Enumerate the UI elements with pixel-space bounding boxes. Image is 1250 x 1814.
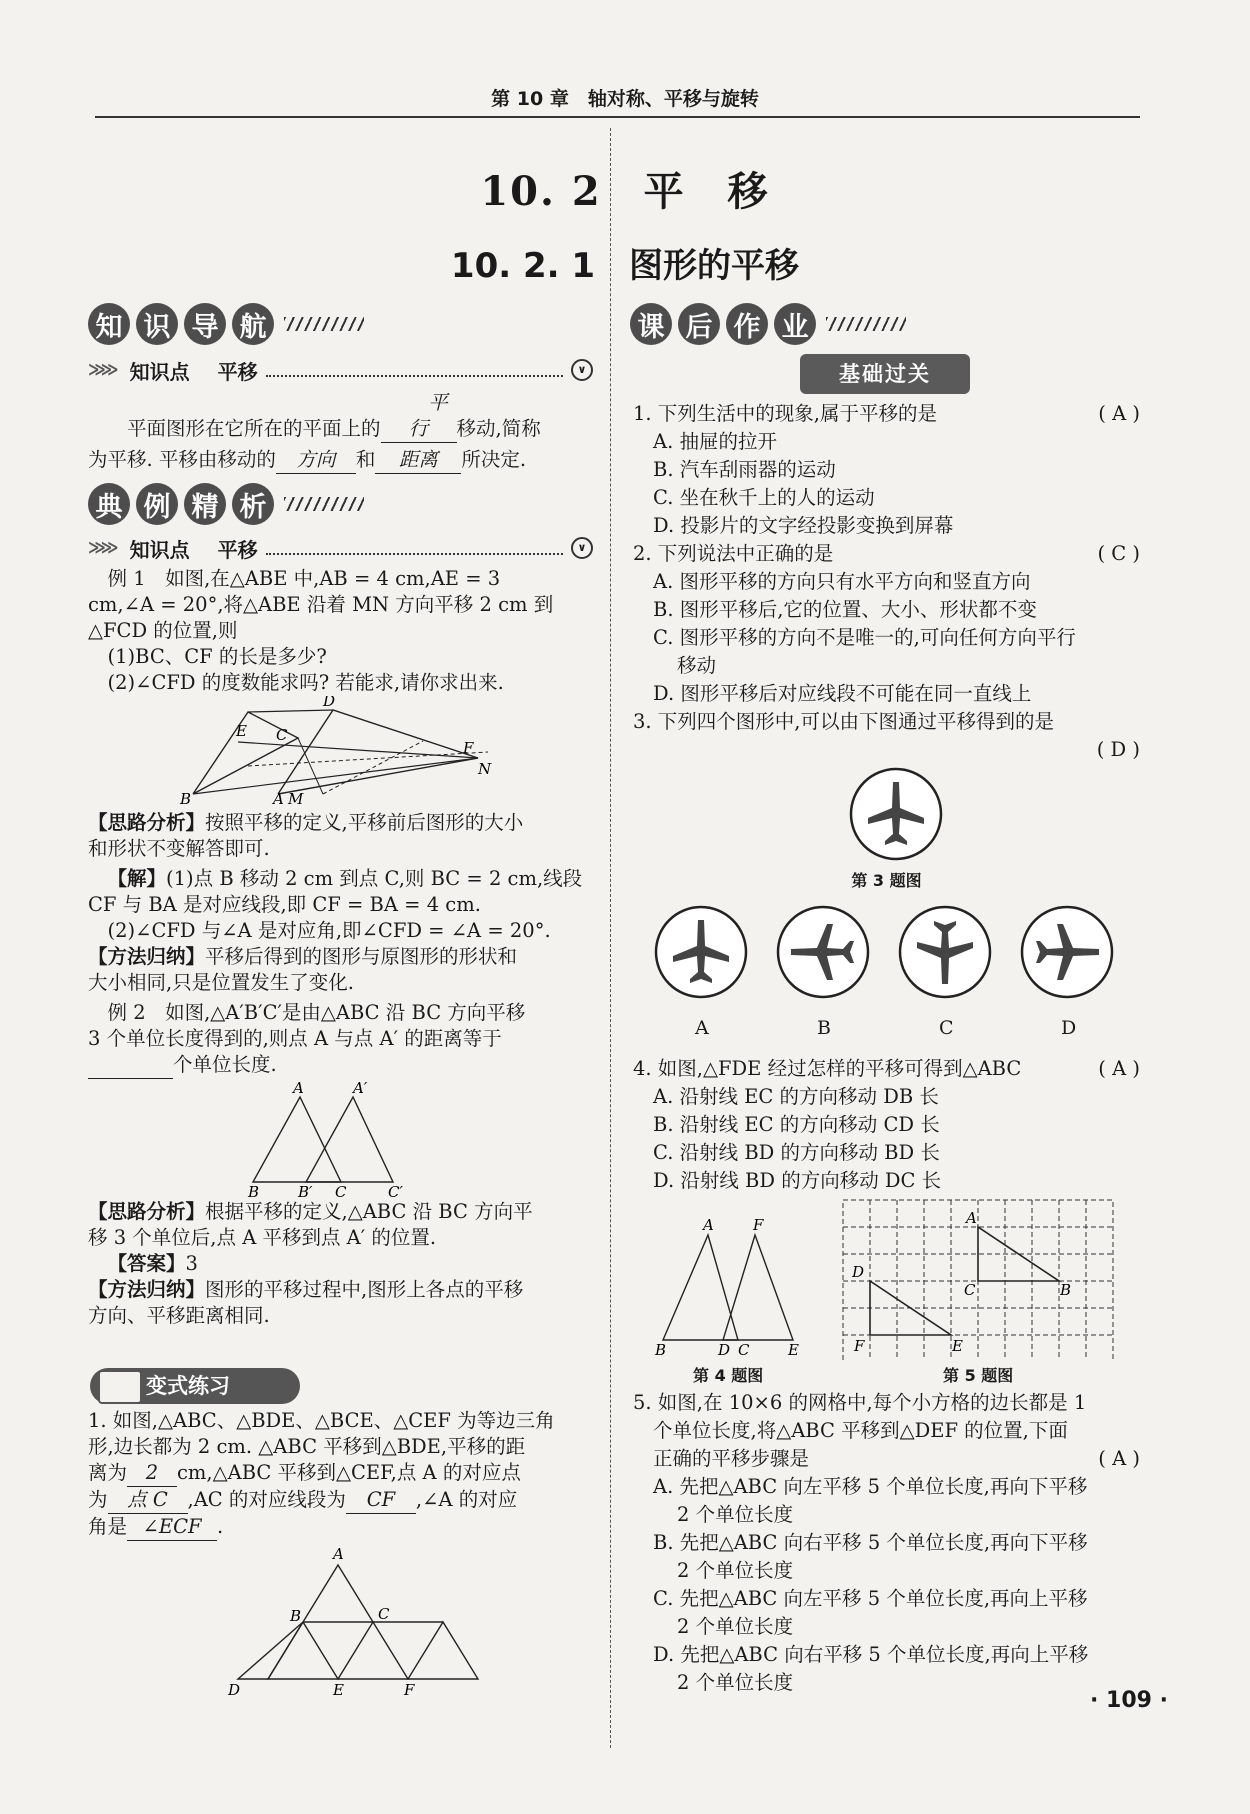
svg-text:E: E (952, 1337, 963, 1355)
heading-char: 后 (678, 303, 720, 345)
tag: 【方法归纳】 (88, 1278, 206, 1301)
option: B. 先把△ABC 向右平移 5 个单位长度,再向下平移 (653, 1531, 1088, 1554)
option-label: C (939, 1017, 954, 1039)
svg-text:A: A (333, 1545, 344, 1563)
heading-char: 识 (136, 303, 178, 345)
text: 离为 (88, 1461, 128, 1484)
page-number: · 109 · (1090, 1688, 1168, 1713)
knowledge-guide-heading (88, 298, 593, 350)
heading-char: 导 (184, 303, 226, 345)
option: C. 坐在秋千上的人的运动 (653, 486, 875, 509)
variant-line (88, 1460, 593, 1487)
heading-char: 知 (88, 303, 130, 345)
text: 为 (88, 1488, 108, 1511)
svg-text:E: E (333, 1681, 344, 1699)
text: 正确的平移步骤是 (653, 1447, 810, 1470)
q3-options-figure (633, 897, 1140, 1017)
dotted-leader (266, 363, 563, 377)
svg-text:E: E (236, 722, 247, 740)
figure-caption: 第 4 题图 (693, 1366, 764, 1385)
svg-text:N: N (478, 760, 492, 778)
knowledge-point-bar (88, 356, 593, 384)
text: 所决定. (461, 448, 527, 471)
svg-text:A: A (966, 1209, 977, 1227)
text: 为平移. 平移由移动的 (88, 448, 276, 471)
section-title: 10. 2 平 移 (480, 168, 770, 215)
method2 (88, 1277, 593, 1303)
examples-heading (88, 478, 593, 530)
column-divider (610, 128, 611, 1748)
variant-line (88, 1514, 593, 1541)
q2-stem (633, 540, 1140, 568)
option: B. 沿射线 EC 的方向移动 CD 长 (653, 1113, 940, 1136)
kp-name: 平移 (217, 359, 258, 384)
chevron-circle-icon: ∨ (571, 537, 593, 559)
hatch-decoration (284, 317, 364, 331)
text: 根据平移的定义,△ABC 沿 BC 方向平 (205, 1200, 533, 1223)
svg-text:B: B (290, 1607, 302, 1625)
svg-text:B: B (248, 1183, 260, 1199)
svg-text:C: C (335, 1183, 347, 1199)
svg-text:A: A (273, 790, 284, 806)
figure-caption: 第 3 题图 (851, 871, 922, 890)
option-continued: 移动 (677, 654, 717, 677)
svg-text:B: B (655, 1341, 667, 1359)
option: C. 沿射线 BD 的方向移动 BD 长 (653, 1141, 940, 1164)
figure-caption: 第 5 题图 (943, 1366, 1014, 1385)
svg-text:B: B (1060, 1281, 1072, 1299)
example1-question: (1)BC、CF 的长是多少? (107, 645, 327, 668)
option-label: D (1061, 1017, 1077, 1039)
text: cm,△ABC 平移到△CEF,点 A 的对应点 (177, 1461, 521, 1484)
solution1-line: (2)∠CFD 与∠A 是对应角,即∠CFD = ∠A = 20°. (107, 919, 551, 942)
q5-stem (633, 1445, 1140, 1473)
header-rule (95, 116, 1140, 118)
notebook-icon (98, 1370, 142, 1404)
svg-text:B: B (180, 790, 192, 806)
heading-char: 析 (232, 483, 274, 525)
analysis1 (88, 810, 593, 836)
answer-blank: 方向 (276, 447, 356, 474)
option-continued: 2 个单位长度 (677, 1671, 794, 1694)
example2-line: 例 2 如图,△A′B′C′是由△ABC 沿 BC 方向平移 (107, 1001, 526, 1024)
text: 个单位长度. (173, 1053, 277, 1076)
svg-text:A: A (703, 1216, 714, 1234)
heading-char: 典 (88, 483, 130, 525)
variant-line (88, 1487, 593, 1514)
text: 平移后得到的图形与原图形的形状和 (205, 945, 518, 968)
variant-line: 形,边长都为 2 cm. △ABC 平移到△BDE,平移的距 (88, 1435, 526, 1458)
answer-mark: ( C ) (1097, 542, 1140, 565)
analysis2-line: 移 3 个单位后,点 A 平移到点 A′ 的位置. (88, 1226, 437, 1249)
q3-reference-figure (633, 764, 1140, 864)
right-column (630, 298, 1140, 350)
option: A. 抽屉的拉开 (653, 430, 777, 453)
option: C. 先把△ABC 向左平移 5 个单位长度,再向上平移 (653, 1587, 1088, 1610)
svg-text:A′: A′ (353, 1079, 368, 1097)
answer-mark: ( A ) (1098, 402, 1140, 425)
text: 平面图形在它所在的平面上的 (127, 417, 381, 440)
tag: 【思路分析】 (88, 811, 206, 834)
answer2 (88, 1251, 593, 1277)
svg-text:C: C (378, 1605, 390, 1623)
text: 1. 下列生活中的现象,属于平移的是 (633, 402, 938, 425)
option: D. 图形平移后对应线段不可能在同一直线上 (653, 682, 1032, 705)
q5-stem: 5. 如图,在 10×6 的网格中,每个小方格的边长都是 1 (633, 1391, 1087, 1414)
q5-grid-figure (838, 1195, 1138, 1360)
q1-stem (633, 400, 1140, 428)
heading-char: 课 (630, 303, 672, 345)
heading-char: 作 (726, 303, 768, 345)
hatch-decoration (284, 497, 364, 511)
example1-figure (88, 696, 593, 806)
svg-text:B′: B′ (298, 1183, 313, 1199)
svg-text:M: M (288, 790, 304, 806)
example1-line: cm,∠A = 20°,将△ABE 沿着 MN 方向平移 2 cm 到 (88, 593, 554, 616)
text: 角是 (88, 1515, 128, 1538)
heading-char: 例 (136, 483, 178, 525)
chapter-header: 第 10 章 轴对称、平移与旋转 (491, 88, 759, 110)
solution1-line: CF 与 BA 是对应线段,即 CF = BA = 4 cm. (88, 893, 481, 916)
variant-q1 (88, 1408, 593, 1701)
method1-line: 大小相同,只是位置发生了变化. (88, 971, 354, 994)
text: 图形的平移过程中,图形上各点的平移 (205, 1278, 524, 1301)
option: A. 图形平移的方向只有水平方向和竖直方向 (653, 570, 1031, 593)
svg-text:C: C (276, 726, 288, 744)
text: (1)点 B 移动 2 cm 到点 C,则 BC = 2 cm,线段 (166, 867, 583, 890)
heading-char: 业 (774, 303, 816, 345)
analysis1-line: 和形状不变解答即可. (88, 837, 270, 860)
q4-figure (653, 1195, 853, 1360)
answer-blank: ∠ECF (127, 1514, 217, 1541)
text: 移动,简称 (456, 417, 541, 440)
q3-option-labels (633, 1017, 1140, 1043)
example1-line: 例 1 如图,在△ABE 中,AB = 4 cm,AE = 3 (107, 567, 501, 590)
svg-text:C′: C′ (388, 1183, 403, 1199)
answer-value: 3 (185, 1252, 198, 1275)
guide-paragraph-2 (88, 447, 593, 474)
answer-mark: ( A ) (1098, 1447, 1140, 1470)
kp-label: 知识点 (129, 537, 190, 562)
answer-mark: ( A ) (1098, 1057, 1140, 1080)
kp-label: 知识点 (129, 359, 190, 384)
homework-questions (633, 400, 1140, 1697)
answer-blank (88, 1052, 173, 1079)
example2-figure (88, 1079, 593, 1199)
variant-line: 1. 如图,△ABC、△BDE、△BCE、△CEF 为等边三角 (88, 1409, 555, 1432)
svg-text:E: E (788, 1341, 799, 1359)
variant-practice-badge: 变式练习 (90, 1368, 300, 1404)
answer-blank: 距离 (375, 447, 461, 474)
example1-question: (2)∠CFD 的度数能求吗? 若能求,请你求出来. (107, 671, 504, 694)
option: D. 投影片的文字经投影变换到屏幕 (653, 514, 954, 537)
svg-text:F: F (854, 1337, 865, 1355)
tag: 【答案】 (107, 1252, 186, 1275)
answer-mark: ( D ) (1096, 738, 1140, 761)
method1 (88, 944, 593, 970)
text: 2. 下列说法中正确的是 (633, 542, 834, 565)
svg-text:C: C (964, 1281, 976, 1299)
svg-text:D: D (852, 1263, 865, 1281)
tag: 【方法归纳】 (88, 945, 206, 968)
text: 按照平移的定义,平移前后图形的大小 (205, 811, 524, 834)
option: C. 图形平移的方向不是唯一的,可向任何方向平行 (653, 626, 1076, 649)
option-label: A (695, 1017, 709, 1039)
svg-text:C: C (738, 1341, 750, 1359)
q5-stem: 个单位长度,将△ABC 平移到△DEF 的位置,下面 (653, 1419, 1068, 1442)
q4-q5-figures (633, 1195, 1140, 1385)
answer-blank: CF (346, 1487, 416, 1514)
svg-text:F: F (463, 739, 474, 757)
option: D. 沿射线 BD 的方向移动 DC 长 (653, 1169, 942, 1192)
guide-paragraph (88, 390, 593, 443)
heading-char: 精 (184, 483, 226, 525)
variant-figure (88, 1541, 593, 1701)
kp-name: 平移 (217, 537, 258, 562)
text: 4. 如图,△FDE 经过怎样的平移可得到△ABC (633, 1057, 1022, 1080)
section-subtitle: 10. 2. 1 图形的平移 (450, 246, 800, 286)
tag: 【解】 (107, 867, 167, 890)
text: . (217, 1515, 224, 1538)
svg-text:D: D (718, 1341, 731, 1359)
solution1 (88, 866, 593, 892)
text: 和 (355, 448, 376, 471)
example2-line (88, 1052, 593, 1079)
analysis2 (88, 1199, 593, 1225)
q3-stem: 3. 下列四个图形中,可以由下图通过平移得到的是 (633, 710, 1055, 733)
knowledge-point-bar-2 (88, 534, 593, 562)
q4-stem (633, 1055, 1140, 1083)
option: B. 图形平移后,它的位置、大小、形状都不变 (653, 598, 1037, 621)
method2-line: 方向、平移距离相同. (88, 1304, 270, 1327)
svg-text:F: F (404, 1681, 415, 1699)
answer-blank: 点 C (108, 1487, 188, 1514)
dotted-leader (266, 541, 563, 555)
homework-heading (630, 298, 1140, 350)
arrows-icon: ≫≫ (88, 360, 114, 380)
svg-text:D: D (228, 1681, 241, 1699)
option-label: B (817, 1017, 831, 1039)
option-continued: 2 个单位长度 (677, 1503, 794, 1526)
basic-pass-badge: 基础过关 (800, 354, 970, 394)
hatch-decoration (826, 317, 906, 331)
heading-char: 航 (232, 303, 274, 345)
option-continued: 2 个单位长度 (677, 1615, 794, 1638)
example1-line: △FCD 的位置,则 (88, 619, 238, 642)
tag: 【思路分析】 (88, 1200, 206, 1223)
svg-text:D: D (323, 696, 336, 710)
answer-blank: 平行 (381, 390, 457, 443)
chevron-circle-icon: ∨ (571, 359, 593, 381)
option: A. 先把△ABC 向左平移 5 个单位长度,再向下平移 (653, 1475, 1088, 1498)
example2-line: 3 个单位长度得到的,则点 A 与点 A′ 的距离等于 (88, 1027, 502, 1050)
option: A. 沿射线 EC 的方向移动 DB 长 (653, 1085, 939, 1108)
option-continued: 2 个单位长度 (677, 1559, 794, 1582)
svg-text:A: A (293, 1079, 304, 1097)
text: ,AC 的对应线段为 (187, 1488, 346, 1511)
text: ,∠A 的对应 (415, 1488, 518, 1511)
left-column (88, 298, 593, 1329)
answer-blank: 2 (127, 1460, 177, 1487)
option: B. 汽车刮雨器的运动 (653, 458, 836, 481)
option: D. 先把△ABC 向右平移 5 个单位长度,再向上平移 (653, 1643, 1089, 1666)
arrows-icon: ≫≫ (88, 538, 114, 558)
svg-text:F: F (753, 1216, 764, 1234)
